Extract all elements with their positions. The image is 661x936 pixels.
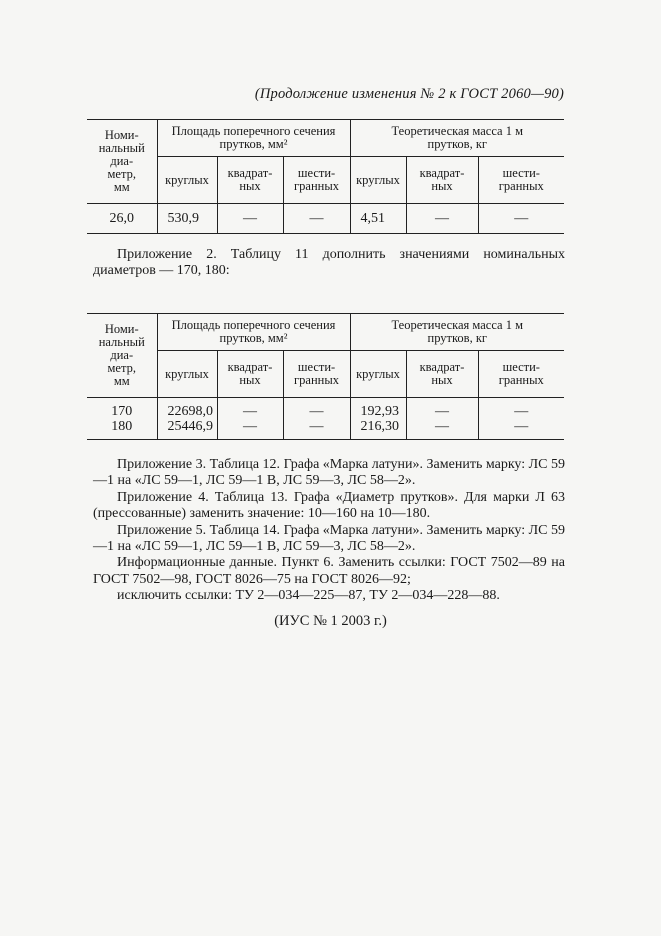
- header-line: диа-: [110, 154, 134, 168]
- mass-hex-header: [478, 351, 564, 398]
- header-line: шести-: [502, 166, 540, 180]
- page-header: (Продолжение изменения № 2 к ГОСТ 2060—90): [254, 86, 564, 102]
- table-row: [87, 419, 564, 440]
- header-line: нальный: [98, 335, 145, 349]
- area-round-cell: 25446,9: [157, 419, 217, 440]
- header-line: Площадь поперечного сечения: [171, 318, 336, 332]
- mass-hex-cell: —: [478, 204, 564, 234]
- header-line: Теоретическая масса 1 м: [391, 124, 524, 138]
- header-line: шести-: [297, 166, 336, 180]
- header-line: нальный: [98, 141, 145, 155]
- nominal-diameter-cell: 26,0: [87, 204, 157, 234]
- ius-reference: (ИУС № 1 2003 г.): [274, 613, 387, 629]
- area-hex-cell: —: [283, 398, 350, 420]
- header-line: ных: [431, 179, 453, 193]
- header-line: гранных: [294, 373, 339, 387]
- header-line: квадрат-: [227, 166, 273, 180]
- table-subheader-row: [87, 351, 564, 398]
- area-group-header: [157, 314, 350, 351]
- area-round-header: круглых: [157, 157, 217, 204]
- header-line: прутков, мм²: [219, 137, 288, 151]
- area-group-header: [157, 120, 350, 157]
- mass-round-cell: 192,93: [350, 398, 406, 420]
- mass-hex-header: [478, 157, 564, 204]
- table-header-row: [87, 314, 564, 351]
- header-line: прутков, мм²: [219, 331, 288, 345]
- table-subheader-row: [87, 157, 564, 204]
- header-line: гранных: [498, 179, 544, 193]
- table-row: [87, 204, 564, 234]
- mass-round-header: круглых: [350, 351, 406, 398]
- header-line: гранных: [498, 373, 544, 387]
- header-line: квадрат-: [419, 360, 465, 374]
- area-square-cell: —: [217, 204, 283, 234]
- mass-group-header: [350, 314, 564, 351]
- mass-square-header: [406, 351, 478, 398]
- header-line: диа-: [110, 348, 134, 362]
- header-line: прутков, кг: [427, 331, 488, 345]
- header-line: Теоретическая масса 1 м: [391, 318, 524, 332]
- nominal-diameter-cell: 180: [87, 419, 157, 440]
- mass-group-header: [350, 120, 564, 157]
- area-hex-cell: —: [283, 204, 350, 234]
- area-hex-header: [283, 157, 350, 204]
- header-line: гранных: [294, 179, 339, 193]
- header-line: шести-: [502, 360, 540, 374]
- header-line: ных: [239, 373, 261, 387]
- header-line: Площадь поперечного сечения: [171, 124, 336, 138]
- header-line: Номи-: [104, 322, 139, 336]
- info-data-paragraph: Информационные данные. Пункт 6. Заменить ссылки: ГОСТ 7502—89 на ГОСТ 7502—98, ГОСТ 8026—75 на ГОСТ 8026—92;: [93, 555, 565, 587]
- appendix-5-paragraph: Приложение 5. Таблица 14. Графа «Марка латуни». Заменить марку: ЛС 59—1 на «ЛС 59—1, ЛС 59—1 В, ЛС 59—3, ЛС 58—2».: [93, 522, 565, 555]
- header-line: мм: [113, 180, 130, 194]
- header-line: метр,: [107, 361, 136, 375]
- mass-round-cell: 4,51: [350, 204, 406, 234]
- paragraph-text: Приложение 2. Таблицу 11 дополнить значениями номинальных диаметров — 170, 180:: [93, 247, 565, 279]
- area-round-header: круглых: [157, 351, 217, 398]
- mass-square-cell: —: [406, 204, 478, 234]
- appendix-3-paragraph: Приложение 3. Таблица 12. Графа «Марка латуни». Заменить марку: ЛС 59—1 на «ЛС 59—1, ЛС 59—1 В, ЛС 59—3, ЛС 58—2».: [93, 457, 565, 489]
- area-hex-header: [283, 351, 350, 398]
- table-row: [87, 398, 564, 420]
- area-square-header: [217, 351, 283, 398]
- table-header-row: [87, 120, 564, 157]
- mass-square-cell: —: [406, 419, 478, 440]
- header-line: Номи-: [104, 128, 139, 142]
- nominal-diameter-cell: 170: [111, 404, 133, 419]
- header-line: шести-: [297, 360, 336, 374]
- header-line: метр,: [107, 167, 136, 181]
- header-line: квадрат-: [419, 166, 465, 180]
- nominal-diameter-header: [87, 314, 157, 398]
- area-square-header: [217, 157, 283, 204]
- nominal-diameter-header: [87, 120, 157, 204]
- mass-square-header: [406, 157, 478, 204]
- area-round-cell: 22698,0: [157, 398, 217, 420]
- area-square-cell: —: [217, 419, 283, 440]
- appendix-2-paragraph: [93, 247, 565, 280]
- exclude-references-paragraph: исключить ссылки: ТУ 2—034—225—87, ТУ 2—034—228—88.: [117, 588, 500, 604]
- header-line: ных: [239, 179, 261, 193]
- area-square-cell: —: [217, 398, 283, 420]
- mass-hex-cell: —: [478, 398, 564, 420]
- header-line: прутков, кг: [427, 137, 488, 151]
- mass-round-header: круглых: [350, 157, 406, 204]
- area-hex-cell: —: [283, 419, 350, 440]
- mass-round-cell: 216,30: [350, 419, 406, 440]
- header-line: ных: [431, 373, 453, 387]
- area-round-cell: 530,9: [157, 204, 217, 234]
- mass-square-cell: —: [406, 398, 478, 420]
- appendix-4-paragraph: Приложение 4. Таблица 13. Графа «Диаметр прутков». Для марки Л 63 (прессованные) заменить значение: 10—160 на 10—180.: [93, 489, 565, 522]
- header-line: мм: [113, 374, 130, 388]
- header-line: квадрат-: [227, 360, 273, 374]
- table-2: [87, 313, 564, 440]
- table-1: [87, 119, 564, 234]
- amendments-body: [93, 457, 565, 605]
- mass-hex-cell: —: [478, 419, 564, 440]
